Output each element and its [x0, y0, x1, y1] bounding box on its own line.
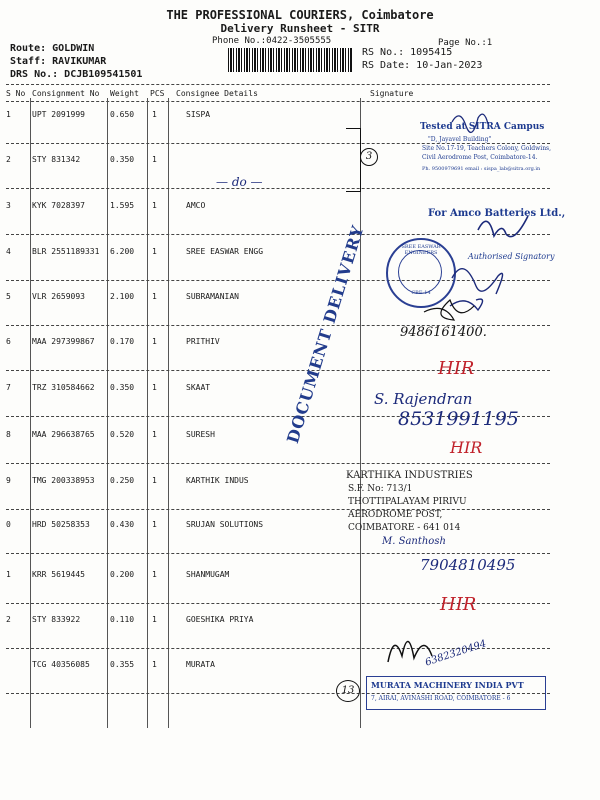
handwritten-phone: 8531991195: [398, 408, 519, 430]
row-consignee: SISPA: [186, 110, 211, 119]
row-consignee: SKAAT: [186, 383, 211, 392]
row-consignee: AMCO: [186, 201, 206, 210]
row-pcs: 1: [152, 337, 157, 346]
row-consignment: TRZ 310584662: [32, 383, 95, 392]
row-sno: 7: [6, 383, 11, 392]
row-sno: 1: [6, 110, 11, 119]
row-consignment: KYK 7028397: [32, 201, 85, 210]
row-pcs: 1: [152, 201, 157, 210]
seal-text: SREE EASWAR ENGINEERS: [401, 244, 441, 256]
column-divider: [107, 98, 108, 728]
karthika-stamp-line: KARTHIKA INDUSTRIES: [346, 470, 473, 481]
karthika-stamp-line: COIMBATORE - 641 014: [348, 523, 461, 533]
column-divider: [30, 98, 31, 728]
row-pcs: 1: [152, 383, 157, 392]
signature-3: [478, 216, 528, 237]
column-divider: [168, 98, 169, 728]
amco-stamp-line: Authorised Signatory: [468, 252, 555, 261]
row-consignment: MAA 296638765: [32, 430, 95, 439]
row-weight: 0.350: [110, 383, 135, 392]
row-sno: 9: [6, 476, 11, 485]
amco-stamp-line: For Amco Batteries Ltd.,: [428, 208, 566, 219]
sitra-stamp-line: "D, Jayavel Building": [428, 136, 492, 143]
signature-scribbles: [360, 100, 600, 740]
sitra-stamp-line: Site No.17-19, Teachers Colony, Goldwins,: [422, 145, 552, 152]
murata-stamp-line: 7, AIRAI, AVINASHI ROAD, COIMBATORE - 6: [371, 695, 511, 702]
signature-13: [388, 641, 432, 662]
row-sno: 4: [6, 247, 11, 256]
row-sno: 3: [6, 201, 11, 210]
sitra-stamp-line: Tested at SITRA Campus: [420, 122, 545, 132]
row-consignment: BLR 2551189331: [32, 247, 100, 256]
col-header-pcs: PCS: [150, 89, 165, 98]
row-pcs: 1: [152, 155, 157, 164]
col-header-sno: S No: [6, 89, 26, 98]
row-consignee: SRUJAN SOLUTIONS: [186, 520, 264, 529]
col-header-weight: Weight: [110, 89, 139, 98]
circled-count: 3: [360, 148, 378, 166]
row-sno: 1: [6, 570, 11, 579]
row-sno: 8: [6, 430, 11, 439]
company-name: THE PROFESSIONAL COURIERS, Coimbatore: [166, 8, 434, 22]
signature-6: [424, 300, 474, 320]
row-pcs: 1: [152, 520, 157, 529]
handwritten-phone: 6382320494: [423, 638, 488, 669]
row-consignment: TCG 40356085: [32, 660, 90, 669]
signature-4: [452, 269, 503, 294]
murata-stamp-line: MURATA MACHINERY INDIA PVT: [371, 680, 524, 690]
row-consignee: SUBRAMANIAN: [186, 292, 239, 301]
page-number: Page No.:1: [438, 38, 493, 48]
row-consignment: HRD 50258353: [32, 520, 90, 529]
handwritten-name: S. Rajendran: [374, 390, 473, 408]
row-sno: 5: [6, 292, 11, 301]
sitra-stamp-line: Ph. 9500979691 email : sispa_lab@sitra.org.in: [422, 166, 541, 172]
handwritten-hir: HIR: [450, 438, 483, 457]
bracket-mark: [346, 128, 361, 192]
handwritten-phone: 9486161400.: [400, 325, 487, 340]
signature-1: [452, 114, 488, 132]
karthika-stamp-line: AERODROME POST,: [348, 510, 443, 520]
row-weight: 0.650: [110, 110, 135, 119]
karthika-stamp-line: S.F. No: 713/1: [348, 484, 413, 494]
row-weight: 0.430: [110, 520, 135, 529]
barcode: [228, 48, 352, 72]
row-consignment: STY 833922: [32, 615, 81, 624]
row-consignment: KRR 5619445: [32, 570, 85, 579]
row-consignment: UPT 2091999: [32, 110, 85, 119]
row-weight: 0.350: [110, 155, 135, 164]
row-weight: 2.100: [110, 292, 135, 301]
row-weight: 6.200: [110, 247, 135, 256]
handwritten-name: M. Santhosh: [382, 536, 446, 547]
row-pcs: 1: [152, 430, 157, 439]
row-weight: 0.520: [110, 430, 135, 439]
phone-number: Phone No.:0422-3505555: [212, 36, 332, 46]
row-sno: 2: [6, 155, 11, 164]
rs-number: RS No.: 1095415: [362, 47, 453, 58]
row-consignee: MURATA: [186, 660, 215, 669]
row-sno: 6: [6, 337, 11, 346]
sitra-stamp-line: Civil Aerodrome Post, Coimbatore-14.: [422, 154, 538, 161]
row-consignee: SREE EASWAR ENGG: [186, 247, 264, 256]
circled-count: 13: [336, 680, 360, 702]
row-consignment: TMG 200338953: [32, 476, 95, 485]
document-title: Delivery Runsheet - SITR: [220, 22, 380, 35]
document-delivery-stamp: DOCUMENT DELIVERY: [283, 222, 368, 446]
seal-subtext: CBE-14: [411, 290, 431, 296]
row-consignee: KARTHIK INDUS: [186, 476, 249, 485]
handwritten-hir: HIR: [438, 358, 475, 379]
table-top-rule: [6, 84, 550, 85]
row-sno: 0: [6, 520, 11, 529]
staff-label: Staff: RAVIKUMAR: [10, 56, 107, 67]
col-header-signature: Signature: [370, 89, 414, 98]
drs-number: DRS No.: DCJB109541501: [10, 69, 143, 80]
row-pcs: 1: [152, 570, 157, 579]
route-label: Route: GOLDWIN: [10, 43, 95, 54]
row-weight: 0.250: [110, 476, 135, 485]
handwritten-hir: HIR: [440, 594, 477, 615]
row-pcs: 1: [152, 292, 157, 301]
row-consignee: PRITHIV: [186, 337, 220, 346]
rs-date: RS Date: 10-Jan-2023: [362, 60, 483, 71]
row-weight: 0.170: [110, 337, 135, 346]
row-pcs: 1: [152, 247, 157, 256]
row-consignee: SHANMUGAM: [186, 570, 230, 579]
row-pcs: 1: [152, 110, 157, 119]
row-consignment: STY 831342: [32, 155, 81, 164]
row-consignment: MAA 297399867: [32, 337, 95, 346]
row-sno: 2: [6, 615, 11, 624]
row-consignment: VLR 2659093: [32, 292, 85, 301]
row-consignee: GOESHIKA PRIYA: [186, 615, 254, 624]
col-header-consignment: Consignment No: [32, 89, 100, 98]
row-pcs: 1: [152, 615, 157, 624]
row-pcs: 1: [152, 476, 157, 485]
row-weight: 1.595: [110, 201, 135, 210]
karthika-stamp-line: THOTTIPALAYAM PIRIVU: [348, 497, 467, 507]
row-weight: 0.110: [110, 615, 135, 624]
col-header-consignee: Consignee Details: [176, 89, 258, 98]
row-consignee: SURESH: [186, 430, 215, 439]
handwritten-phone: 7904810495: [420, 556, 516, 574]
row-pcs: 1: [152, 660, 157, 669]
column-divider: [147, 98, 148, 728]
row-weight: 0.200: [110, 570, 135, 579]
row-weight: 0.355: [110, 660, 135, 669]
ditto-mark: — do —: [216, 175, 263, 189]
